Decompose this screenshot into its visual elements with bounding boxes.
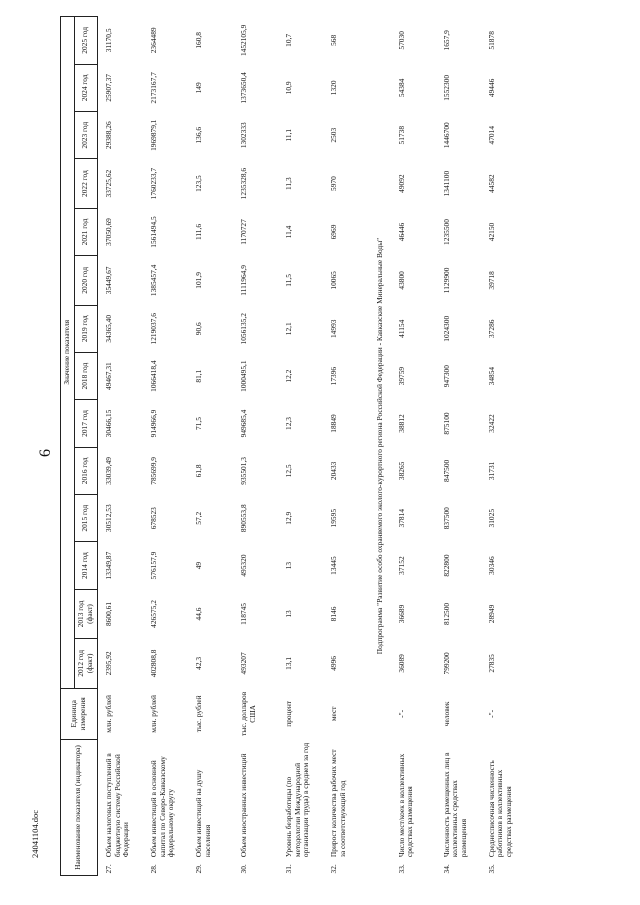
indicator-value: 1373650,4 (238, 72, 248, 104)
indicator-value: 101,9 (193, 272, 203, 289)
indicator-value: 402808,8 (148, 649, 158, 678)
row-number: 29. (193, 864, 203, 874)
indicator-value: 37286 (486, 319, 496, 339)
indicator-value: 13,1 (283, 656, 293, 670)
indicator-value: 822800 (441, 554, 451, 577)
row-number: 32. (328, 864, 338, 874)
indicator-value: 136,6 (193, 126, 203, 144)
header-year: 2024 год (74, 64, 97, 111)
header-year: 2022 год (74, 159, 97, 208)
unit-of-measure: -"- (486, 709, 496, 718)
indicator-value: 38812 (396, 414, 406, 433)
indicator-name: Уровень безработицы (по методологии Международной организации труда) в среднем за год (283, 742, 311, 858)
indicator-value: 13 (283, 561, 293, 570)
indicator-value: 1129900 (441, 267, 451, 294)
indicator-value: 36089 (396, 654, 406, 673)
unit-of-measure: млн. рублей (148, 694, 158, 733)
header-year: 2012 год (факт) (74, 639, 97, 688)
footer-file-reference: 24041104.doc (30, 809, 40, 858)
indicator-value: 2395,92 (103, 651, 113, 676)
indicator-value: 10,7 (283, 33, 293, 47)
indicator-value: 837500 (441, 507, 451, 530)
table-row (97, 17, 143, 876)
header-indicator-name: Наименование показателя (индикатора) (61, 740, 98, 876)
indicator-value: 1024300 (441, 315, 451, 342)
indicator-value: 37050,69 (103, 218, 113, 246)
indicator-value: 1235500 (441, 219, 451, 245)
indicator-value: 947300 (441, 365, 451, 388)
indicator-value: 1056135,2 (238, 313, 248, 345)
row-number: 28. (148, 864, 158, 874)
indicator-value: 61,8 (193, 464, 203, 478)
indicator-name: Среднесписочная численность работников в коллективных средствах размещения (486, 760, 514, 858)
indicator-value: 8146 (328, 606, 338, 622)
header-year: 2025 год (74, 17, 97, 65)
indicator-value: 18849 (328, 414, 338, 433)
indicator-value: 81,1 (193, 369, 203, 383)
subprogram-title: Подпрограмма "Развитие особо охраняемого эколого-курортного региона Российской Федерации - Кавказские Минеральные Воды" (374, 237, 384, 655)
indicator-value: 44,6 (193, 607, 203, 621)
indicator-value: 914966,9 (148, 409, 158, 438)
indicator-value: 875100 (441, 412, 451, 435)
table-body (97, 17, 525, 876)
header-year: 2017 год (74, 400, 97, 447)
indicator-value: 426575,2 (148, 600, 158, 628)
indicator-value: 37152 (396, 556, 406, 575)
indicator-value: 39718 (486, 271, 496, 290)
indicator-value: 678523 (148, 507, 158, 530)
row-number: 31. (283, 864, 293, 874)
indicator-value: 1170727 (238, 219, 248, 245)
indicator-value: 1320 (328, 80, 338, 96)
indicator-value: 1235328,6 (238, 167, 248, 200)
indicator-value: 12,3 (283, 417, 293, 430)
indicator-value: 31025 (486, 508, 496, 528)
indicator-value: 2364489 (148, 27, 158, 54)
indicator-value: 1552300 (441, 74, 451, 101)
indicator-value: 2503 (328, 127, 338, 143)
unit-of-measure: -"- (396, 709, 406, 718)
indicator-name: Объем иностранных инвестиций (238, 753, 248, 858)
indicator-value: 799200 (441, 652, 451, 675)
indicator-name: Число мест/коек в коллективных средствах размещения (396, 753, 415, 858)
indicator-value: 39759 (396, 366, 406, 386)
indicator-value: 8600,61 (103, 601, 113, 626)
subprogram-row (368, 17, 391, 876)
indicator-value: 30512,53 (103, 504, 113, 533)
table-row (188, 17, 233, 876)
indicator-value: 32422 (486, 414, 496, 433)
indicator-value: 11,1 (283, 128, 293, 142)
indicator-value: 47014 (486, 125, 496, 145)
indicator-value: 13445 (328, 556, 338, 575)
indicator-value: 12,2 (283, 369, 293, 383)
indicator-value: 31170,5 (103, 28, 113, 53)
indicator-value: 123,5 (193, 175, 203, 192)
row-number: 30. (238, 864, 248, 874)
indicator-value: 1000495,1 (238, 360, 248, 392)
indicator-value: 11,3 (283, 177, 293, 190)
indicator-value: 111,6 (193, 223, 203, 241)
indicator-value: 495320 (238, 554, 248, 577)
indicator-value: 57030 (396, 31, 406, 50)
indicator-value: 30346 (486, 556, 496, 575)
indicator-value: 1446700 (441, 122, 451, 149)
row-number: 34. (441, 864, 451, 874)
row-number: 33. (396, 864, 406, 874)
unit-of-measure: млн. рублей (103, 694, 113, 733)
header-year: 2013 год (факт) (74, 589, 97, 638)
indicator-value: 33725,62 (103, 169, 113, 198)
table-row (391, 17, 436, 876)
indicator-value: 10,9 (283, 81, 293, 95)
indicator-value: 1111964,9 (238, 265, 248, 296)
indicator-value: 42,3 (193, 656, 203, 670)
indicator-name: Прирост количества рабочих мест за соответствующий год (328, 749, 347, 858)
indicator-value: 890553,8 (238, 504, 248, 533)
indicator-value: 31731 (486, 461, 496, 481)
indicator-value: 49 (193, 561, 203, 570)
indicator-value: 44582 (486, 174, 496, 193)
indicator-value: 42150 (486, 222, 496, 242)
header-year: 2015 год (74, 495, 97, 542)
indicator-value: 51878 (486, 31, 496, 50)
table-row (323, 17, 368, 876)
indicator-value: 90,6 (193, 322, 203, 336)
header-year: 2021 год (74, 208, 97, 255)
indicator-value: 13 (283, 610, 293, 618)
indicator-value: 568 (328, 34, 338, 46)
table-row (278, 17, 323, 876)
row-number: 35. (486, 864, 496, 874)
indicator-value: 576157,9 (148, 551, 158, 580)
indicator-value: 4996 (328, 656, 338, 671)
header-year: 2016 год (74, 447, 97, 494)
indicator-value: 19595 (328, 508, 338, 528)
indicator-name: Объем инвестиций в основной капитал по Северо-Кавказскому федеральному округу (148, 756, 176, 858)
indicator-value: 493207 (238, 652, 248, 675)
table-row (481, 17, 526, 876)
indicator-value: 14993 (328, 319, 338, 339)
indicator-value: 30466,15 (103, 409, 113, 438)
indicator-table (60, 16, 526, 876)
indicator-value: 1385457,4 (148, 264, 158, 297)
indicator-value: 35449,67 (103, 266, 113, 295)
indicator-value: 11,4 (283, 225, 293, 239)
indicator-value: 1760233,7 (148, 167, 158, 200)
header-year: 2023 год (74, 112, 97, 159)
indicator-value: 43800 (396, 271, 406, 290)
indicator-value: 10065 (328, 271, 338, 290)
indicator-value: 57,2 (193, 511, 203, 525)
indicator-value: 12,1 (283, 322, 293, 336)
indicator-value: 160,8 (193, 32, 203, 49)
indicator-value: 13349,87 (103, 551, 113, 580)
rotated-table-wrapper (60, 6, 605, 876)
indicator-value: 38265 (396, 461, 406, 481)
header-values-title: Значение показателя (61, 17, 75, 689)
indicator-value: 49446 (486, 78, 496, 98)
header-year: 2020 год (74, 256, 97, 305)
header-unit: Единица измерения (61, 688, 98, 739)
indicator-value: 149 (193, 82, 203, 94)
header-year: 2018 год (74, 352, 97, 399)
table-row (436, 17, 481, 876)
indicator-value: 29388,26 (103, 121, 113, 150)
indicator-value: 1657,9 (441, 30, 451, 51)
indicator-name: Объем инвестиций на душу населения (193, 769, 212, 858)
indicator-value: 37814 (396, 508, 406, 528)
indicator-value: 12,5 (283, 464, 293, 478)
indicator-name: Численность размещенных лиц в коллективных средствах размещения (441, 752, 469, 858)
indicator-value: 812500 (441, 602, 451, 626)
page-number: 6 (37, 449, 54, 457)
indicator-value: 1066418,4 (148, 360, 158, 392)
indicator-value: 11,5 (283, 274, 293, 287)
indicator-value: 1302333 (238, 122, 248, 149)
indicator-value: 785699,9 (148, 457, 158, 485)
unit-of-measure: процент (283, 700, 293, 727)
indicator-value: 49467,31 (103, 362, 113, 390)
indicator-value: 2173167,7 (148, 72, 158, 104)
indicator-value: 51738 (396, 125, 406, 145)
row-number: 27. (103, 864, 113, 874)
header-year: 2014 год (74, 542, 97, 589)
indicator-name: Объем налоговых поступлений в бюджетную систему Российской Федерации (103, 753, 131, 858)
indicator-value: 1341100 (441, 170, 451, 197)
table-row (233, 17, 278, 876)
indicator-value: 1219037,6 (148, 313, 158, 345)
indicator-value: 847500 (441, 459, 451, 482)
header-row-top (61, 17, 75, 876)
indicator-value: 27835 (486, 654, 496, 673)
header-year: 2019 год (74, 305, 97, 352)
indicator-value: 1969879,1 (148, 119, 158, 151)
indicator-value: 34854 (486, 366, 496, 386)
indicator-value: 34365,40 (103, 314, 113, 343)
indicator-value: 33039,49 (103, 457, 113, 485)
indicator-value: 25907,37 (103, 74, 113, 102)
unit-of-measure: тыс. рублей (193, 695, 203, 733)
indicator-value: 28949 (486, 604, 496, 624)
indicator-value: 6969 (328, 224, 338, 240)
table-row (143, 17, 188, 876)
indicator-value: 41154 (396, 319, 406, 338)
unit-of-measure: тыс. долларов США (238, 691, 257, 736)
indicator-value: 36689 (396, 604, 406, 624)
indicator-value: 1561494,5 (148, 216, 158, 248)
indicator-value: 46446 (396, 222, 406, 242)
indicator-value: 17396 (328, 366, 338, 386)
indicator-value: 1452105,9 (238, 24, 248, 57)
indicator-value: 118745 (238, 603, 248, 625)
indicator-value: 20433 (328, 461, 338, 481)
unit-of-measure: человек (441, 701, 451, 727)
indicator-value: 71,5 (193, 417, 203, 430)
indicator-value: 49092 (396, 174, 406, 193)
indicator-value: 12,9 (283, 511, 293, 525)
indicator-value: 949685,4 (238, 409, 248, 438)
indicator-value: 5970 (328, 176, 338, 191)
indicator-value: 54384 (396, 78, 406, 98)
indicator-value: 935501,3 (238, 457, 248, 485)
unit-of-measure: мест (328, 706, 338, 722)
